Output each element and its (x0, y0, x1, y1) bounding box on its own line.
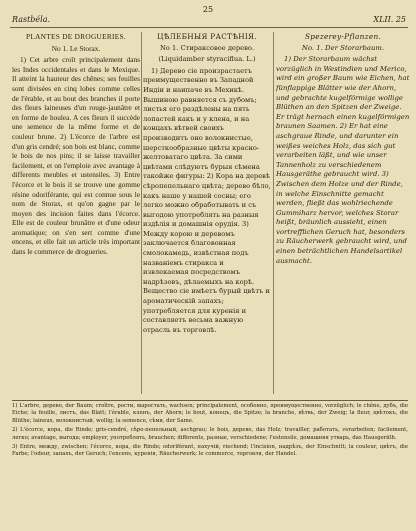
running-head-right: XLII. 25 (373, 15, 406, 24)
french-column (12, 32, 140, 397)
russian-latin-name: (Liquidamber styraciflua. L.) (158, 55, 256, 64)
french-subtitle: No 1. Le Storax. (51, 43, 101, 53)
header-rule (10, 27, 408, 28)
german-column (276, 32, 410, 397)
column-divider (141, 32, 142, 394)
running-head-left: Rastbéla. (12, 15, 51, 24)
german-text: 1) Der Storarbaum wächst vorzüglich in Westindien und Merico, wird ein großer Baum wie Eichen, hat fünflappige Blätter wie der Ahorn, und gebrachte kugelförmige wollige Blüthen an den Spitzen der Zweige. Er trägt hernach einen kugelförmigen braunen Saamen. 2) Er hat eine aschgraue Rinde, und darunter ein weißes weiches Holz, das sich gut verarbeiten läßt, und wie unser Tannenholz zu verschiedenem Hausgeräthe gebraucht wird. 3) Zwischen dem Holze und der Rinde, in welche Einschnitte gemacht werden, fließt das wohlriechende Gummiharz hervor, welches Storar heißt, bräunlich aussieht, einen vortrefflichen Geruch hat, besonders zu Räucherwerk gebraucht wird, und einen beträchtlichen Handelsartikel ausmacht. (276, 55, 410, 265)
german-subtitle: No. 1. Der Storarbaum. (301, 43, 385, 52)
page-number: 25 (202, 5, 214, 14)
russian-column (143, 32, 271, 397)
footnote-rule (12, 400, 408, 401)
russian-text: 1) Дерево сіе произрастаетъ преимущественно въ Западной Индіи и наипаче въ Мехикѣ. Вышиною равняется съ дубомъ; листья его раздѣлены на пять лопастей какъ и у клена, и на концахъ вѣтвей своихъ производитъ оно волокнистые, шерсткообразные цвѣты красно-желтоватаго цвѣта. За сими цвѣтами слѣдуютъ бурыя сѣмена такойже фигуры: 2) Кора на деревѣ сѣропепельнаго цвѣта; дерево бѣло, какъ наше у нашей сосны; его легко можно обработывать и съ выгодою употреблять на разныя издѣлія и домашнія орудія. 3) Между корою и деревомъ заключается благовонная смолокамедь, извѣстная подъ названіемъ стиракса и извлекаемая посредствомъ надрѣзовъ, дѣлаемыхъ на корѣ. Вещество сіе имѣетъ бурый цвѣтъ и ароматическій запахъ; употребляется для куренія и составляетъ весьма важную отрасль въ торговлѣ. (143, 66, 271, 334)
column-divider (273, 32, 274, 394)
footnote: 1) L'arbre, дерево, der Baum; croître, рости, выростать, wachsen; principalement, особенно, преимущественно, vorzüglich; le chêne, дубъ, die Eiche; la feuille, листъ, das Blatt; l'érable, кленъ, der Ahorn; le bout, конецъ, die Spitze; la branche, вѣтвь, der Zweig; la fleur, цвѣтокъ, die Blüthe; laineux, волокнистый, wollig; la semence, сѣмя, der Same. (12, 403, 408, 424)
russian-title: ЦѢЛЕБНЫЯ РАСТѢНІЯ. (157, 32, 257, 41)
french-text: 1) Cet arbre croît principalement dans les Indes occidentales et dans le Mexique. Il atteint la hauteur des chênes; ses feuilles sont divisées en cinq lobes comme celles de l'érable, et au bout des branches il porte des fleurs laineuses d'un rouge-jaunâtre et en forme de houlea. A ces fleurs il succède une semence de la même forme et de couleur brune. 2) L'écorce de l'arbre est d'un gris cendré; son bois est blanc, comme le bois de nos pins; il se laisse travailler facilement, et on l'emploie avec avantage à differents meubles et ustensiles. 3) Entre l'écorce et le bois il se trouve une gomme résine odoriférante, qui est connue sous le nom de Storax, et qu'on gagne par le moyen des incision faites dans l'écorce. Elle est de couleur brunâtre et d'une odeur aromatique; on s'en sert comme d'une encens, et elle fait un article très important dans le commerce de drogueries. (12, 55, 140, 257)
footnote: 3) Entre, между, zwischen; l'écorce, кора, die Rinde; odoriférant, пахучій, riechend; l'incision, надрѣзъ, der Einschnitt; la couleur, цвѣтъ, die Farbe; l'odeur, запахъ, der Geruch; l'encens, куренія, Räucherwerk; le commerce, торговля, der Handel. (12, 444, 408, 458)
french-title: PLANTES DE DROGUERIES. (25, 32, 127, 41)
german-title: Spezerey-Pflanzen. (304, 32, 382, 41)
footnote: 2) L'écorce, кора, die Rinde; gris-cendré, сѣро-пепельный, aschgrau; le bois, дерево, das Holz; travailler, работать, verarbeiten; facilement, легко; avantage, выгода; employer, употреблять, brauchen; differents, разные, verschiedene; l'ustensile, домашняя утварь, das Hausgeräth. (12, 427, 408, 441)
russian-subtitle: No 1. Стираксовое дерево. (159, 43, 255, 52)
footnotes (12, 403, 408, 461)
